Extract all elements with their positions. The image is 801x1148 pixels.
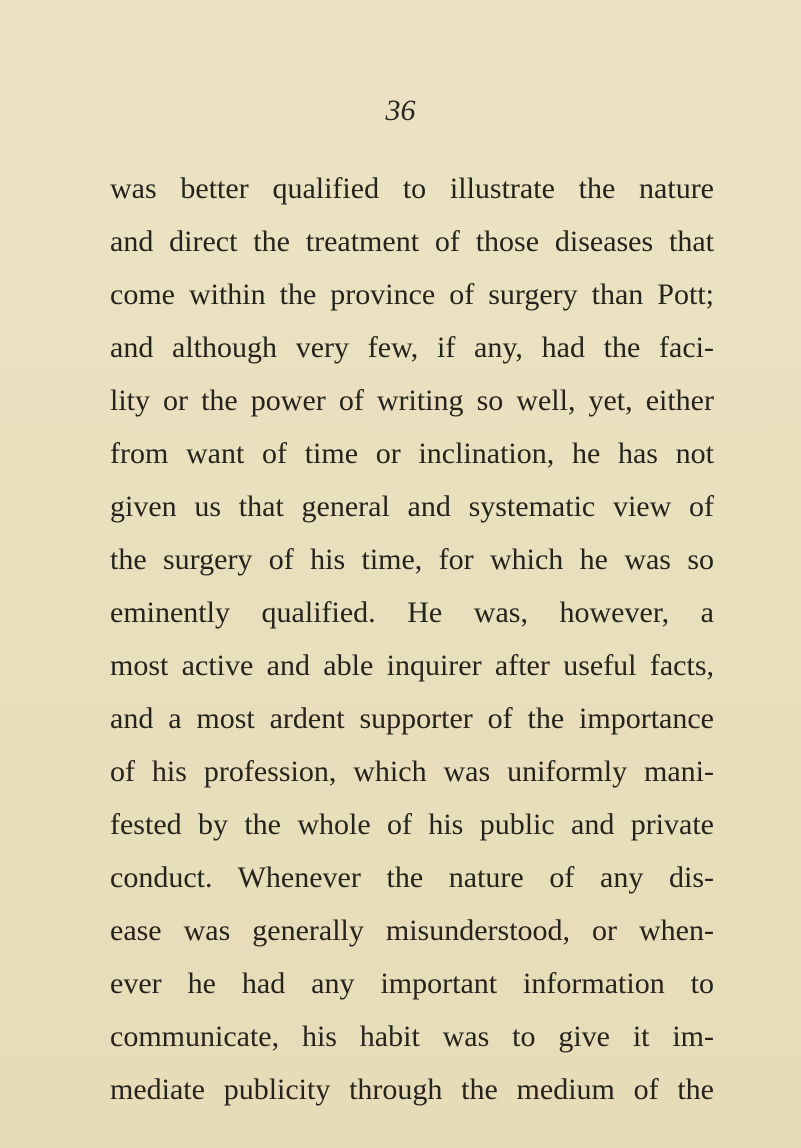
page-number: 36	[385, 94, 416, 127]
text-line: of his profession, which was uniformly mani-	[110, 755, 714, 788]
text-line: communicate, his habit was to give it im-	[110, 1020, 714, 1053]
text-line: most active and able inquirer after useful facts,	[110, 649, 714, 682]
text-line: and direct the treatment of those diseases that	[110, 225, 714, 258]
text-line: fested by the whole of his public and private	[110, 808, 714, 841]
text-line: ease was generally misunderstood, or when-	[110, 914, 714, 947]
text-line: was better qualified to illustrate the nature	[110, 172, 714, 205]
text-line: the surgery of his time, for which he was so	[110, 543, 714, 576]
text-line: and although very few, if any, had the faci-	[110, 331, 714, 364]
text-line: from want of time or inclination, he has not	[110, 437, 714, 470]
text-line: come within the province of surgery than Pott;	[110, 278, 714, 311]
body-text	[110, 162, 714, 1116]
text-line: and a most ardent supporter of the importance	[110, 702, 714, 735]
text-line: ever he had any important information to	[110, 967, 714, 1000]
text-line: conduct. Whenever the nature of any dis-	[110, 861, 714, 894]
text-line: eminently qualified. He was, however, a	[110, 596, 714, 629]
text-line: lity or the power of writing so well, yet, either	[110, 384, 714, 417]
text-line: mediate publicity through the medium of the	[110, 1073, 714, 1106]
text-line: given us that general and systematic view of	[110, 490, 714, 523]
